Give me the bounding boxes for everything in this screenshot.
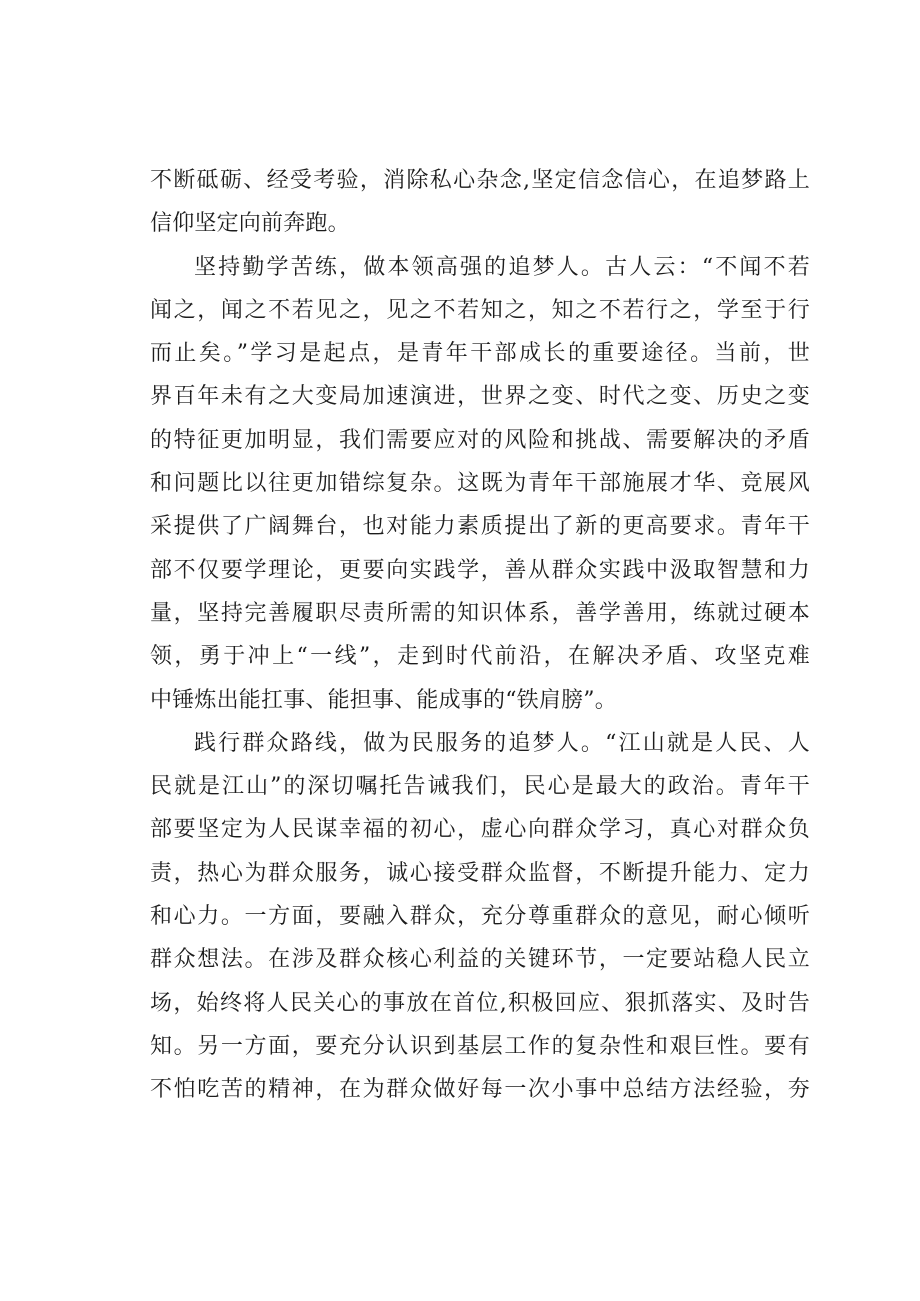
text-line: 不怕吃苦的精神，在为群众做好每一次小事中总结方法经验，夯 [150, 1077, 810, 1103]
text-line: 责，热心为群众服务，诚心接受群众监督，不断提升能力、定力 [150, 860, 810, 886]
paragraph-start-line: 践行群众路线，做为民服务的追梦人。“江山就是人民、人 [194, 730, 810, 756]
text-line: 部要坚定为人民谋幸福的初心，虚心向群众学习，真心对群众负 [150, 817, 810, 843]
paragraph-start-line: 坚持勤学苦练，做本领高强的追梦人。古人云：“不闻不若 [194, 254, 810, 280]
text-line: 不断砥砺、经受考验，消除私心杂念,坚定信念信心，在追梦路上 [150, 168, 810, 193]
text-line: 部不仅要学理论，更要向实践学，善从群众实践中汲取智慧和力 [150, 557, 810, 583]
document-body [150, 159, 810, 1112]
text-line: 信仰坚定向前奔跑。 [150, 211, 350, 237]
text-line: 量，坚持完善履职尽责所需的知识体系，善学善用，练就过硬本 [150, 600, 810, 626]
text-line: 中锤炼出能扛事、能担事、能成事的“铁肩膀”。 [150, 687, 617, 713]
text-line: 界百年未有之大变局加速演进，世界之变、时代之变、历史之变 [150, 384, 810, 410]
text-line: 民就是江山”的深切嘱托告诫我们，民心是最大的政治。青年干 [150, 774, 810, 800]
text-line: 领，勇于冲上“一线”，走到时代前沿，在解决矛盾、攻坚克难 [150, 644, 810, 670]
text-line: 的特征更加明显，我们需要应对的风险和挑战、需要解决的矛盾 [150, 427, 810, 453]
text-line: 场，始终将人民关心的事放在首位,积极回应、狠抓落实、及时告 [150, 990, 810, 1016]
text-line: 闻之，闻之不若见之，见之不若知之，知之不若行之，学至于行 [150, 297, 810, 323]
text-line: 而止矣。”学习是起点，是青年干部成长的重要途径。当前，世 [150, 341, 810, 367]
text-line: 采提供了广阔舞台，也对能力素质提出了新的更高要求。青年干 [150, 514, 810, 540]
text-line: 和问题比以往更加错综复杂。这既为青年干部施展才华、竞展风 [150, 471, 810, 497]
text-line: 群众想法。在涉及群众核心利益的关键环节，一定要站稳人民立 [150, 947, 810, 973]
text-line: 和心力。一方面，要融入群众，充分尊重群众的意见，耐心倾听 [150, 904, 810, 930]
text-line: 知。另一方面，要充分认识到基层工作的复杂性和艰巨性。要有 [150, 1033, 810, 1059]
